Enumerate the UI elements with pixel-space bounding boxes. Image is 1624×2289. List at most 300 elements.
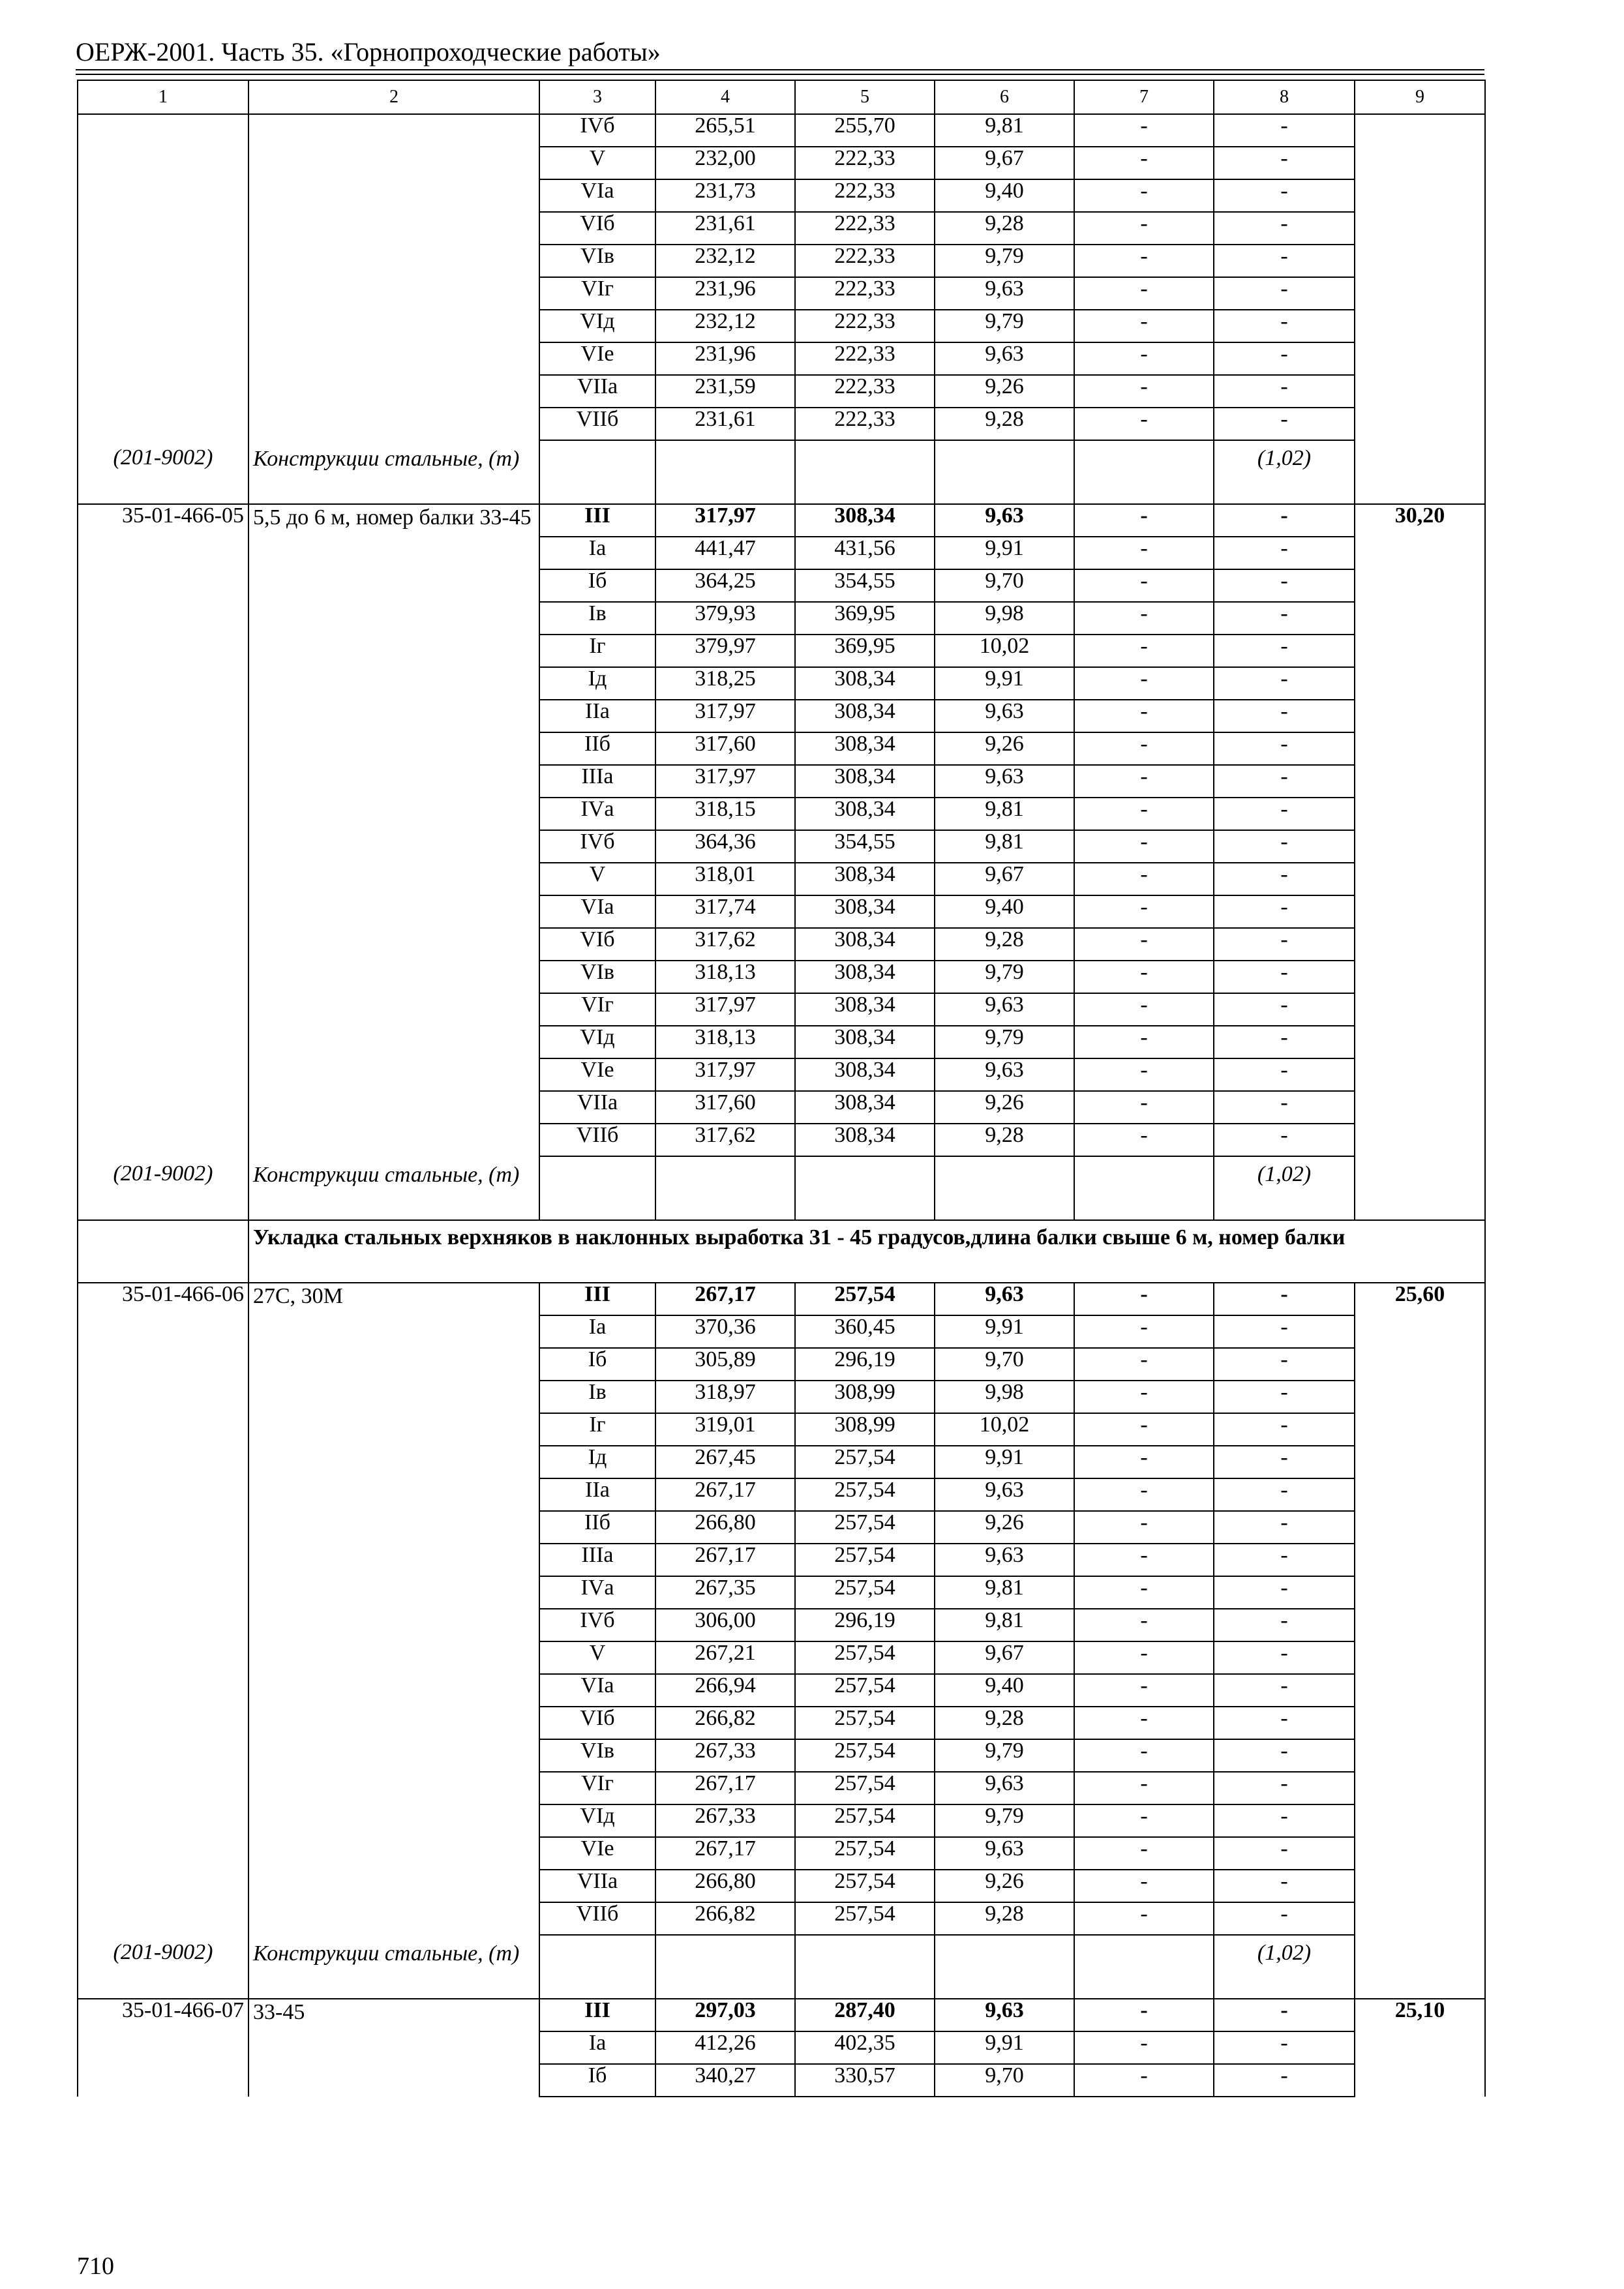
norm-description xyxy=(248,765,539,798)
value-col5: 354,55 xyxy=(795,830,935,863)
norm-description xyxy=(248,569,539,602)
value-col7: - xyxy=(1074,1707,1214,1739)
zone-cell: VIIа xyxy=(539,375,655,408)
value-col4: 306,00 xyxy=(655,1609,795,1641)
norm-description xyxy=(248,147,539,179)
table-row xyxy=(78,277,1485,310)
value-col6: 9,79 xyxy=(935,1026,1074,1058)
table-row xyxy=(78,1674,1485,1707)
value-col4: 231,61 xyxy=(655,408,795,440)
table-row xyxy=(78,798,1485,830)
empty-cell xyxy=(795,1935,935,1999)
value-col4: 231,96 xyxy=(655,342,795,375)
zone-cell: Iг xyxy=(539,635,655,667)
resource-name: Конструкции стальные, (т) xyxy=(248,440,539,504)
value-col6: 9,63 xyxy=(935,1544,1074,1576)
value-col6: 9,67 xyxy=(935,147,1074,179)
value-col4: 232,12 xyxy=(655,310,795,342)
value-col5: 255,70 xyxy=(795,114,935,147)
value-col6: 9,81 xyxy=(935,1576,1074,1609)
table-row xyxy=(78,830,1485,863)
value-col6: 9,28 xyxy=(935,1124,1074,1156)
value-col7: - xyxy=(1074,863,1214,895)
table-row xyxy=(78,408,1485,440)
empty-cell xyxy=(935,1156,1074,1220)
value-col4: 317,60 xyxy=(655,1091,795,1124)
value-col7: - xyxy=(1074,700,1214,732)
norm-code: 35-01-466-07 xyxy=(78,1999,248,2031)
table-row xyxy=(78,2031,1485,2064)
value-col4: 266,80 xyxy=(655,1870,795,1902)
value-col6: 9,63 xyxy=(935,277,1074,310)
empty-cell xyxy=(1074,1156,1214,1220)
empty-cell xyxy=(935,440,1074,504)
value-col9 xyxy=(1355,961,1485,993)
zone-cell: IIб xyxy=(539,732,655,765)
zone-cell: VIе xyxy=(539,1837,655,1870)
value-col8: - xyxy=(1214,1315,1355,1348)
value-col7: - xyxy=(1074,1641,1214,1674)
norm-code xyxy=(78,147,248,179)
value-col6: 9,26 xyxy=(935,1870,1074,1902)
norm-code xyxy=(78,1707,248,1739)
value-col4: 231,73 xyxy=(655,179,795,212)
norm-code xyxy=(78,1511,248,1544)
zone-cell: Iб xyxy=(539,1348,655,1381)
empty-cell xyxy=(1355,1156,1485,1220)
value-col9 xyxy=(1355,408,1485,440)
zone-cell: VIв xyxy=(539,1739,655,1772)
value-col4: 379,97 xyxy=(655,635,795,667)
value-col4: 267,45 xyxy=(655,1446,795,1478)
norm-code xyxy=(78,798,248,830)
value-col8: - xyxy=(1214,1576,1355,1609)
table-row xyxy=(78,1026,1485,1058)
norm-description xyxy=(248,277,539,310)
zone-cell: VIIб xyxy=(539,408,655,440)
value-col6: 9,70 xyxy=(935,569,1074,602)
value-col7: - xyxy=(1074,1870,1214,1902)
norm-code xyxy=(78,1446,248,1478)
value-col7: - xyxy=(1074,342,1214,375)
norm-description xyxy=(248,1381,539,1413)
value-col8: - xyxy=(1214,1641,1355,1674)
value-col8: - xyxy=(1214,928,1355,961)
zone-cell: VIе xyxy=(539,1058,655,1091)
value-col7: - xyxy=(1074,1739,1214,1772)
norm-description xyxy=(248,1674,539,1707)
value-col4: 318,13 xyxy=(655,1026,795,1058)
value-col6: 9,79 xyxy=(935,1804,1074,1837)
value-col8: - xyxy=(1214,830,1355,863)
norm-code xyxy=(78,1091,248,1124)
value-col8: - xyxy=(1214,1446,1355,1478)
value-col6: 9,28 xyxy=(935,1902,1074,1935)
value-col6: 10,02 xyxy=(935,635,1074,667)
value-col5: 222,33 xyxy=(795,147,935,179)
norm-description xyxy=(248,1609,539,1641)
value-col9 xyxy=(1355,147,1485,179)
norm-code xyxy=(78,895,248,928)
norm-code xyxy=(78,1348,248,1381)
resource-row xyxy=(78,440,1485,504)
table-row xyxy=(78,310,1485,342)
norm-code xyxy=(78,1641,248,1674)
value-col8: - xyxy=(1214,863,1355,895)
empty-cell xyxy=(1355,440,1485,504)
resource-row xyxy=(78,1935,1485,1999)
norm-code xyxy=(78,928,248,961)
value-col9 xyxy=(1355,2064,1485,2097)
zone-cell: Iб xyxy=(539,569,655,602)
value-col7: - xyxy=(1074,1058,1214,1091)
norm-code xyxy=(78,1544,248,1576)
table-row xyxy=(78,1124,1485,1156)
norm-code xyxy=(78,863,248,895)
section-title: Укладка стальных верхняков в наклонных выработка 31 - 45 градусов,длина балки свыше 6 м, номер балки xyxy=(248,1220,1485,1283)
value-col5: 360,45 xyxy=(795,1315,935,1348)
value-col7: - xyxy=(1074,1902,1214,1935)
value-col6: 9,40 xyxy=(935,1674,1074,1707)
value-col8: - xyxy=(1214,310,1355,342)
value-col5: 222,33 xyxy=(795,245,935,277)
value-col8: - xyxy=(1214,1772,1355,1804)
value-col4: 340,27 xyxy=(655,2064,795,2097)
norm-description xyxy=(248,245,539,277)
column-number: 9 xyxy=(1355,80,1485,114)
zone-cell: IVб xyxy=(539,830,655,863)
value-col6: 9,63 xyxy=(935,700,1074,732)
norm-description: 27С, 30М xyxy=(248,1283,539,1315)
value-col8: - xyxy=(1214,1283,1355,1315)
norm-description: 33-45 xyxy=(248,1999,539,2031)
norm-description xyxy=(248,635,539,667)
value-col9 xyxy=(1355,569,1485,602)
value-col4: 317,74 xyxy=(655,895,795,928)
norm-description xyxy=(248,179,539,212)
norm-description xyxy=(248,1058,539,1091)
table-row xyxy=(78,1739,1485,1772)
value-col4: 267,35 xyxy=(655,1576,795,1609)
norm-description xyxy=(248,342,539,375)
value-col7: - xyxy=(1074,1478,1214,1511)
column-number: 4 xyxy=(655,80,795,114)
table-row xyxy=(78,1478,1485,1511)
value-col9 xyxy=(1355,895,1485,928)
column-number: 8 xyxy=(1214,80,1355,114)
zone-cell: VIг xyxy=(539,1772,655,1804)
norm-code xyxy=(78,830,248,863)
value-col7: - xyxy=(1074,375,1214,408)
value-col4: 364,36 xyxy=(655,830,795,863)
value-col7: - xyxy=(1074,147,1214,179)
value-col5: 296,19 xyxy=(795,1609,935,1641)
value-col5: 308,34 xyxy=(795,504,935,537)
value-col8: - xyxy=(1214,1902,1355,1935)
norm-code xyxy=(78,667,248,700)
value-col7: - xyxy=(1074,179,1214,212)
value-col5: 222,33 xyxy=(795,212,935,245)
norm-code xyxy=(78,310,248,342)
norm-description: 5,5 до 6 м, номер балки 33-45 xyxy=(248,504,539,537)
value-col7: - xyxy=(1074,569,1214,602)
column-number: 1 xyxy=(78,80,248,114)
value-col5: 257,54 xyxy=(795,1674,935,1707)
value-col7: - xyxy=(1074,798,1214,830)
value-col7: - xyxy=(1074,635,1214,667)
value-col9 xyxy=(1355,928,1485,961)
table-row xyxy=(78,1413,1485,1446)
zone-cell: Iд xyxy=(539,667,655,700)
value-col4: 266,82 xyxy=(655,1902,795,1935)
value-col7: - xyxy=(1074,537,1214,569)
value-col9 xyxy=(1355,1772,1485,1804)
table-row xyxy=(78,1609,1485,1641)
value-col9 xyxy=(1355,1026,1485,1058)
value-col4: 317,97 xyxy=(655,1058,795,1091)
value-col5: 257,54 xyxy=(795,1772,935,1804)
value-col7: - xyxy=(1074,1124,1214,1156)
value-col6: 9,67 xyxy=(935,863,1074,895)
table-row xyxy=(78,537,1485,569)
norm-code xyxy=(78,993,248,1026)
zone-cell: Iб xyxy=(539,2064,655,2097)
value-col9 xyxy=(1355,765,1485,798)
value-col8: - xyxy=(1214,408,1355,440)
table-row xyxy=(78,993,1485,1026)
value-col8: - xyxy=(1214,700,1355,732)
norm-description xyxy=(248,700,539,732)
resource-name: Конструкции стальные, (т) xyxy=(248,1156,539,1220)
value-col6: 9,81 xyxy=(935,798,1074,830)
value-col5: 257,54 xyxy=(795,1707,935,1739)
norm-description xyxy=(248,830,539,863)
resource-code: (201-9002) xyxy=(78,1156,248,1220)
table-row xyxy=(78,1315,1485,1348)
norm-code xyxy=(78,1124,248,1156)
value-col7: - xyxy=(1074,504,1214,537)
value-col4: 267,17 xyxy=(655,1544,795,1576)
value-col5: 257,54 xyxy=(795,1739,935,1772)
value-col7: - xyxy=(1074,2031,1214,2064)
table-row xyxy=(78,961,1485,993)
value-col6: 9,26 xyxy=(935,375,1074,408)
value-col4: 318,13 xyxy=(655,961,795,993)
norm-code xyxy=(78,1902,248,1935)
value-col5: 257,54 xyxy=(795,1870,935,1902)
value-col7: - xyxy=(1074,408,1214,440)
empty-cell xyxy=(539,1935,655,1999)
empty-cell xyxy=(795,1156,935,1220)
value-col6: 9,79 xyxy=(935,961,1074,993)
empty-cell xyxy=(655,1935,795,1999)
value-col8: - xyxy=(1214,1091,1355,1124)
norm-description xyxy=(248,732,539,765)
table-row xyxy=(78,1641,1485,1674)
value-col8: - xyxy=(1214,2031,1355,2064)
value-col5: 222,33 xyxy=(795,179,935,212)
value-col7: - xyxy=(1074,245,1214,277)
value-col5: 308,34 xyxy=(795,928,935,961)
value-col7: - xyxy=(1074,1544,1214,1576)
value-col7: - xyxy=(1074,1348,1214,1381)
column-number: 2 xyxy=(248,80,539,114)
zone-cell: IVб xyxy=(539,1609,655,1641)
page-number: 710 xyxy=(77,2252,114,2280)
value-col7: - xyxy=(1074,1381,1214,1413)
table-row xyxy=(78,1804,1485,1837)
norms-table xyxy=(77,80,1486,2097)
norm-code xyxy=(78,569,248,602)
table-row xyxy=(78,895,1485,928)
table-row xyxy=(78,863,1485,895)
table-row xyxy=(78,1576,1485,1609)
value-col6: 10,02 xyxy=(935,1413,1074,1446)
zone-cell: IIа xyxy=(539,700,655,732)
value-col5: 308,34 xyxy=(795,798,935,830)
norm-code xyxy=(78,277,248,310)
value-col8: - xyxy=(1214,798,1355,830)
table-row xyxy=(78,179,1485,212)
value-col6: 9,91 xyxy=(935,1315,1074,1348)
value-col7: - xyxy=(1074,1837,1214,1870)
value-col9 xyxy=(1355,1381,1485,1413)
value-col9 xyxy=(1355,537,1485,569)
value-col9 xyxy=(1355,798,1485,830)
value-col8: - xyxy=(1214,635,1355,667)
norm-description xyxy=(248,1315,539,1348)
resource-code: (201-9002) xyxy=(78,1935,248,1999)
zone-cell: IVа xyxy=(539,1576,655,1609)
value-col7: - xyxy=(1074,310,1214,342)
norm-description xyxy=(248,1026,539,1058)
value-col8: - xyxy=(1214,1609,1355,1641)
norm-code xyxy=(78,2064,248,2097)
norm-code xyxy=(78,1674,248,1707)
table-row xyxy=(78,700,1485,732)
value-col4: 267,17 xyxy=(655,1772,795,1804)
norm-code xyxy=(78,1870,248,1902)
zone-cell: VIIб xyxy=(539,1124,655,1156)
value-col5: 257,54 xyxy=(795,1478,935,1511)
zone-cell: IIа xyxy=(539,1478,655,1511)
value-col7: - xyxy=(1074,114,1214,147)
value-col4: 318,25 xyxy=(655,667,795,700)
value-col5: 308,34 xyxy=(795,1058,935,1091)
value-col6: 9,63 xyxy=(935,1478,1074,1511)
value-col8: - xyxy=(1214,537,1355,569)
value-col9 xyxy=(1355,1870,1485,1902)
value-col9 xyxy=(1355,114,1485,147)
value-col4: 441,47 xyxy=(655,537,795,569)
zone-cell: Iа xyxy=(539,537,655,569)
norm-code xyxy=(78,1804,248,1837)
zone-cell: VIв xyxy=(539,961,655,993)
table-row xyxy=(78,1544,1485,1576)
value-col4: 412,26 xyxy=(655,2031,795,2064)
value-col6: 9,63 xyxy=(935,1999,1074,2031)
page-header: ОЕРЖ-2001. Часть 35. «Горнопроходческие работы» xyxy=(76,37,661,67)
table-row xyxy=(78,2064,1485,2097)
norm-code xyxy=(78,375,248,408)
value-col5: 222,33 xyxy=(795,277,935,310)
value-col7: - xyxy=(1074,667,1214,700)
zone-cell: VIд xyxy=(539,310,655,342)
value-col7: - xyxy=(1074,1315,1214,1348)
value-col7: - xyxy=(1074,1772,1214,1804)
empty-cell xyxy=(935,1935,1074,1999)
table-row xyxy=(78,1511,1485,1544)
empty-cell xyxy=(655,440,795,504)
value-col9 xyxy=(1355,863,1485,895)
norm-code xyxy=(78,961,248,993)
value-col6: 9,67 xyxy=(935,1641,1074,1674)
norm-description xyxy=(248,2064,539,2097)
zone-cell: IIб xyxy=(539,1511,655,1544)
value-col8: - xyxy=(1214,569,1355,602)
empty-cell xyxy=(1074,1935,1214,1999)
value-col9 xyxy=(1355,1902,1485,1935)
zone-cell: VIIа xyxy=(539,1870,655,1902)
empty-cell xyxy=(655,1156,795,1220)
norm-code xyxy=(78,1315,248,1348)
value-col9 xyxy=(1355,2031,1485,2064)
norm-code: 35-01-466-05 xyxy=(78,504,248,537)
value-col5: 308,99 xyxy=(795,1381,935,1413)
value-col9 xyxy=(1355,635,1485,667)
norm-code xyxy=(78,602,248,635)
value-col7: - xyxy=(1074,277,1214,310)
value-col5: 257,54 xyxy=(795,1283,935,1315)
norm-description xyxy=(248,863,539,895)
section-title-row xyxy=(78,1220,1485,1283)
norm-code xyxy=(78,732,248,765)
norm-code xyxy=(78,1026,248,1058)
norm-description xyxy=(248,928,539,961)
table-row xyxy=(78,1283,1485,1315)
value-col4: 317,62 xyxy=(655,928,795,961)
value-col5: 257,54 xyxy=(795,1902,935,1935)
zone-cell: IIIа xyxy=(539,1544,655,1576)
value-col9 xyxy=(1355,179,1485,212)
value-col9 xyxy=(1355,277,1485,310)
value-col9 xyxy=(1355,993,1485,1026)
value-col7: - xyxy=(1074,212,1214,245)
value-col6: 9,26 xyxy=(935,1511,1074,1544)
norm-code xyxy=(78,1381,248,1413)
norm-description xyxy=(248,212,539,245)
norm-description xyxy=(248,1446,539,1478)
value-col4: 317,60 xyxy=(655,732,795,765)
table-row xyxy=(78,114,1485,147)
empty-cell xyxy=(539,1156,655,1220)
value-col6: 9,28 xyxy=(935,1707,1074,1739)
value-col9 xyxy=(1355,1544,1485,1576)
value-col8: - xyxy=(1214,1837,1355,1870)
norm-description xyxy=(248,1902,539,1935)
value-col5: 308,34 xyxy=(795,765,935,798)
value-col6: 9,81 xyxy=(935,1609,1074,1641)
value-col6: 9,91 xyxy=(935,537,1074,569)
zone-cell: Iв xyxy=(539,1381,655,1413)
value-col5: 222,33 xyxy=(795,375,935,408)
table-row xyxy=(78,602,1485,635)
value-col4: 266,80 xyxy=(655,1511,795,1544)
value-col4: 305,89 xyxy=(655,1348,795,1381)
value-col9 xyxy=(1355,212,1485,245)
value-col6: 9,63 xyxy=(935,1772,1074,1804)
zone-cell: VIд xyxy=(539,1804,655,1837)
